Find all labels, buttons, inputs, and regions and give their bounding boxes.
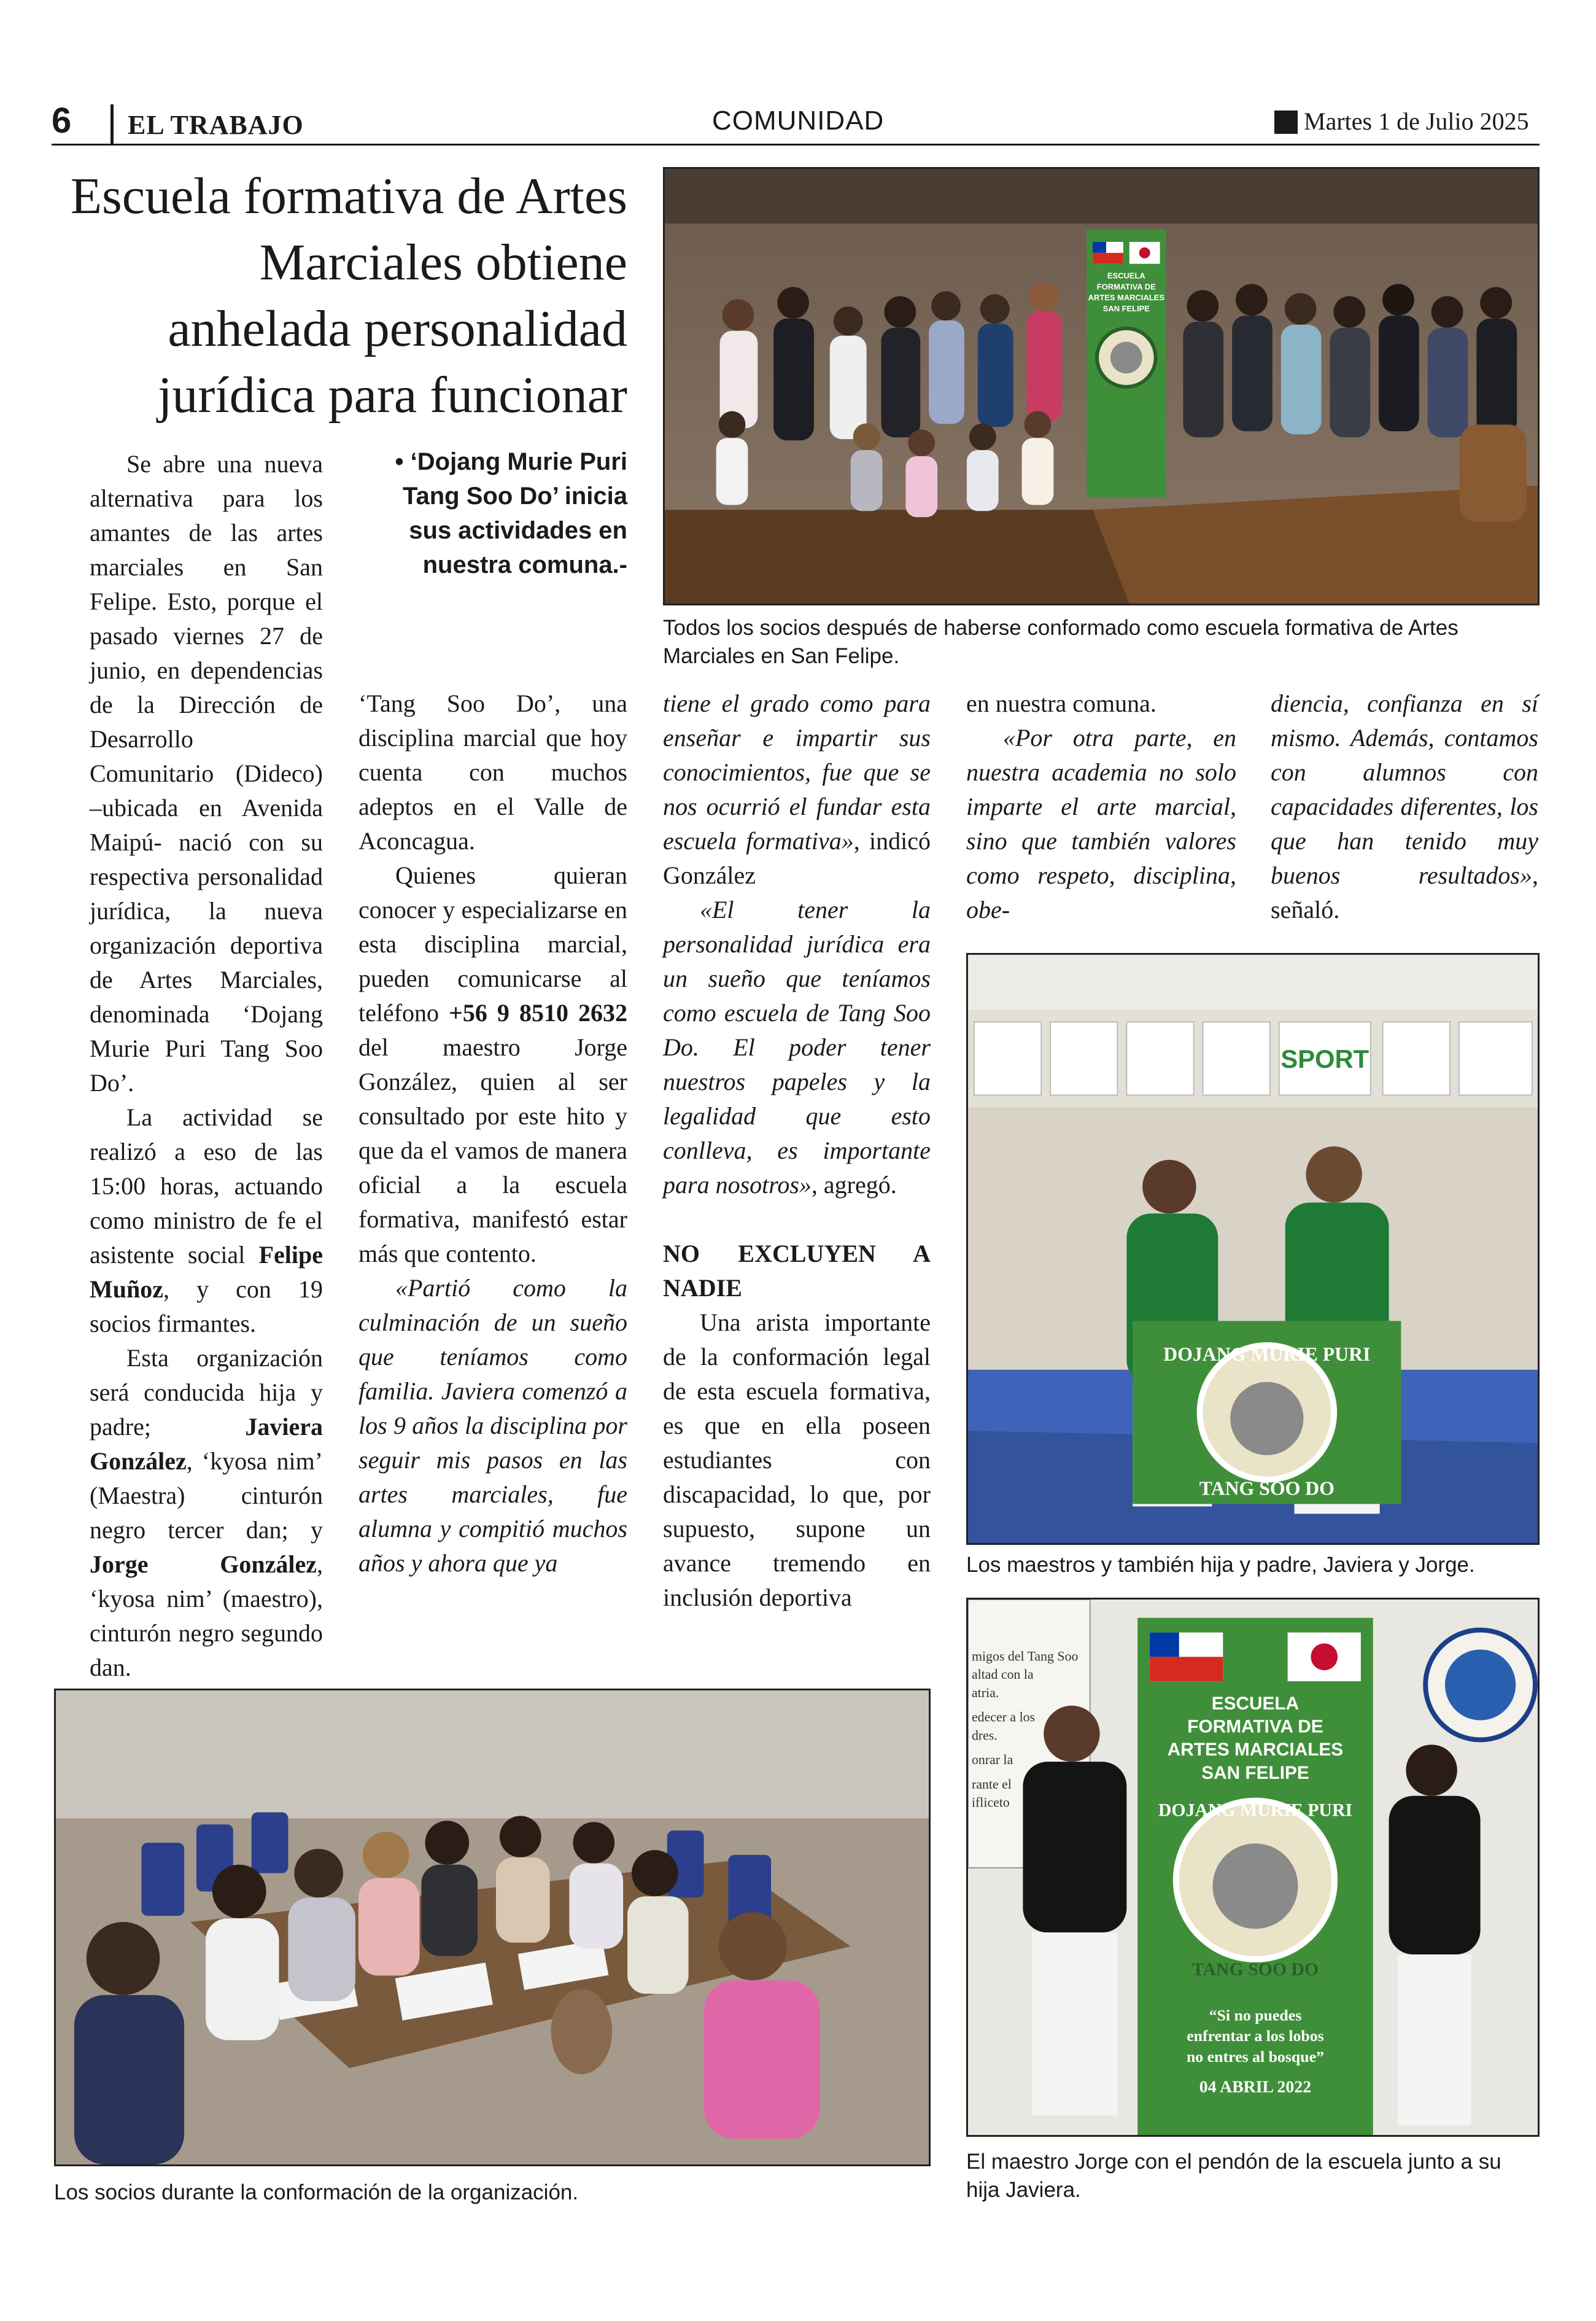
banner-line: ARTES MARCIALES — [1088, 293, 1164, 303]
page-number: 6 — [52, 101, 72, 141]
deck: • ‘Dojang Murie Puri Tang Soo Do’ inicia sus actividades en nuestra comuna.- — [395, 448, 627, 578]
paragraph: La actividad se realizó a eso de las 15:00 horas, actuando como ministro de fe el asistente social Felipe Muñoz, y con 19 socios firmantes. — [90, 1103, 323, 1337]
poster-line: ifliceto — [971, 1795, 1010, 1810]
group-photo-illustration — [665, 169, 1538, 604]
newspaper-name: EL TRABAJO — [128, 110, 304, 140]
meeting-photo-caption: Los socios durante la conformación de la organización. — [54, 2180, 579, 2204]
banner-line: FORMATIVA DE — [1096, 282, 1156, 292]
banner-quote-line: no entres al bosque” — [1186, 2047, 1324, 2066]
subheading: NO EXCLUYEN A NADIE — [663, 1240, 931, 1302]
poster-line: atria. — [971, 1685, 999, 1700]
masters-photo-caption: Los maestros y también hija y padre, Javiera y Jorge. — [966, 1553, 1475, 1577]
paragraph: Se abre una nueva alternativa para los amantes de las artes marciales en San Felipe. Esto, porque el pasado viernes 27 de junio, en dependencias de la Dirección de Desarrollo Comunitario (Dideco) –ubicada en Avenida Maipú- nació con su respectiva personalidad jurídica, la nueva organización deportiva de Artes Marciales, denominada ‘Dojang Murie Puri Tang Soo Do’. — [90, 450, 323, 1097]
paragraph: Una arista importante de la conformación legal de esta escuela formativa, es que en ella poseen estudiantes con discapacidad, lo que, por supuesto, supone un avance tremendo en inclusión deportiva — [663, 1308, 931, 1611]
poster-line: altad con la — [971, 1667, 1034, 1682]
banner-line: SAN FELIPE — [1102, 304, 1150, 314]
section-name: COMUNIDAD — [712, 106, 885, 136]
article-column-3 — [663, 686, 931, 1615]
header-divider — [110, 104, 114, 144]
group-photo — [663, 167, 1540, 605]
masters-photo — [966, 953, 1540, 1545]
banner-ring-bottom: TANG SOO DO — [1191, 1959, 1319, 1980]
banner-line: ARTES MARCIALES — [1167, 1740, 1344, 1760]
issue-date: Martes 1 de Julio 2025 — [1304, 107, 1529, 135]
banner-line: ESCUELA — [1211, 1693, 1300, 1714]
meeting-photo-illustration — [56, 1690, 929, 2164]
banner-quote-line: “Si no puedes — [1209, 2006, 1302, 2024]
banner-photo-illustration — [968, 1600, 1538, 2135]
poster-line: rante el — [971, 1776, 1012, 1792]
paragraph: «El tener la personalidad jurídica era un sueño que teníamos como escuela de Tang Soo Do. El poder tener nuestros papeles y la legalidad que esto conlleva, es importante para nosotros», agregó. — [663, 896, 931, 1199]
banner-ring-top: DOJANG MURIE PURI — [1158, 1800, 1353, 1821]
flag-bottom-text: TANG SOO DO — [1199, 1477, 1335, 1499]
header-rule — [52, 144, 1540, 146]
paragraph: tiene el grado como para enseñar e impartir sus conocimientos, fue que se nos ocurrió el fundar esta escuela formativa», indicó González — [663, 690, 931, 889]
meeting-photo — [54, 1689, 931, 2166]
poster-line: migos del Tang Soo — [971, 1649, 1079, 1664]
banner-line: SAN FELIPE — [1201, 1762, 1309, 1783]
banner-quote-line: enfrentar a los lobos — [1187, 2027, 1324, 2045]
flag-top-text: DOJANG MURIE PURI — [1163, 1343, 1371, 1365]
banner-photo-caption: El maestro Jorge con el pendón de la escuela junto a su hija Javiera. — [966, 2150, 1501, 2202]
banner-line: ESCUELA — [1107, 271, 1145, 281]
masters-photo-illustration — [968, 955, 1538, 1543]
paragraph: en nuestra comuna. — [966, 690, 1156, 717]
quote-paragraph: «Por otra parte, en nuestra academia no solo imparte el arte marcial, sino que también valores como respeto, disciplina, obe- — [966, 724, 1236, 923]
paragraph: diencia, confianza en sí mismo. Además, contamos con alumnos con capacidades diferentes, los que han tenido muy buenos resultados», señaló. — [1271, 690, 1538, 923]
headline: Escuela formativa de Artes Marciales obtiene anhelada personalidad jurídica para funcionar — [70, 168, 627, 424]
paragraph: Esta organización será conducida hija y padre; Javiera González, ‘kyosa nim’ (Maestra) cinturón negro tercer dan; y Jorge González, ‘kyosa nim’ (maestro), cinturón negro segundo dan. — [90, 1344, 323, 1681]
group-photo-caption: Todos los socios después de haberse conformado como escuela formativa de Artes Marciales en San Felipe. — [663, 616, 1458, 668]
poster-line: dres. — [971, 1728, 998, 1743]
banner-line: FORMATIVA DE — [1187, 1716, 1323, 1737]
quote-paragraph: «Partió como la culminación de un sueño que teníamos como familia. Javiera comenzó a los 9 años la disciplina por seguir mis pasos en las artes marciales, fue alumna y compitió muchos años y ahora que ya — [358, 1274, 627, 1577]
wall-sign-text: SPORT — [1280, 1044, 1369, 1073]
article-column-5 — [1271, 686, 1538, 927]
poster-line: onrar la — [971, 1752, 1013, 1768]
article-column-2 — [358, 686, 627, 1580]
paragraph: Quienes quieran conocer y especializarse en esta disciplina marcial, pueden comunicarse al teléfono +56 9 8510 2632 del maestro Jorge González, quien al ser consultado por este hito y que da el vamos de manera oficial a la escuela formativa, manifestó estar más que contento. — [358, 861, 627, 1267]
poster-line: edecer a los — [971, 1709, 1036, 1725]
paragraph: ‘Tang Soo Do’, una disciplina marcial que hoy cuenta con muchos adeptos en el Valle de Aconcagua. — [358, 690, 627, 855]
date-marker — [1274, 111, 1298, 134]
banner-date-line: 04 ABRIL 2022 — [1199, 2077, 1312, 2097]
article-column-4 — [966, 686, 1236, 927]
article-column-1 — [90, 447, 323, 1788]
banner-photo — [966, 1598, 1540, 2137]
